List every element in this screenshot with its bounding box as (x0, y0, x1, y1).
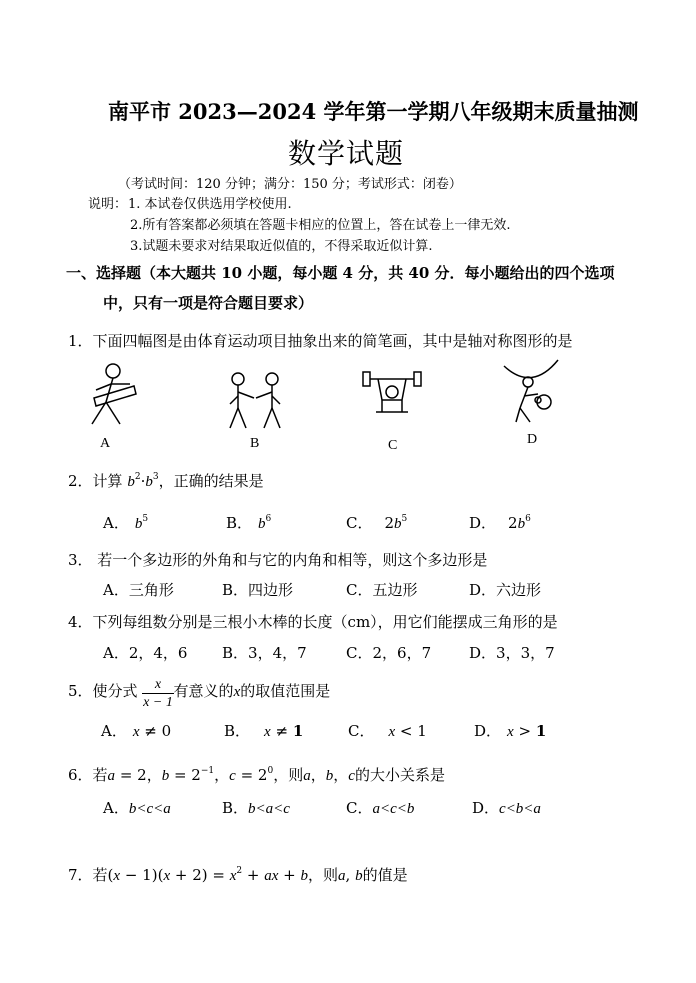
q2-option-d[interactable]: D． $2b^6$ (469, 514, 531, 532)
q5-option-c[interactable]: C． x < 1 (348, 722, 427, 740)
q2-expression: $b^2\cdot b^3$ (127, 472, 159, 490)
question-5 (68, 680, 330, 701)
q7-vars: a, b (338, 866, 363, 884)
q4-option-a[interactable]: A．2，4，6 (103, 644, 188, 662)
q6-option-a[interactable]: A．b<c<a (103, 799, 171, 817)
figure-label-b: B (250, 436, 260, 451)
notes-label: 说明： (88, 197, 128, 212)
q6-option-c[interactable]: C．a<c<b (346, 799, 415, 817)
note-item: 3.试题未要求对结果取近似值的，不得采取近似计算. (130, 239, 433, 254)
q7-prefix: 7．若 (68, 866, 108, 884)
q6-option-b[interactable]: B．b<a<c (222, 799, 290, 817)
question-4: 4．下列每组数分别是三根小木棒的长度（cm），用它们能摆成三角形的是 (68, 613, 558, 631)
question-6 (68, 764, 445, 785)
q4-option-d[interactable]: D．3，3，7 (469, 644, 555, 662)
q7-mid: ，则 (308, 866, 339, 884)
q5-suffix: 有意义的 (173, 682, 234, 700)
q5-option-d[interactable]: D． x > 1 (474, 722, 547, 740)
note-item: 1. 本试卷仅供选用学校使用. (128, 197, 292, 212)
figure-label-c: C (388, 438, 398, 453)
q6-values: a = 2，$b = 2^{-1}$，$c = 2^0$ (107, 766, 274, 784)
section-heading-cont: 中，只有一项是符合题目要求） (103, 294, 314, 312)
q5-option-b[interactable]: B． x ≠ 1 (224, 722, 304, 740)
q2-option-c[interactable]: C． $2b^5$ (346, 514, 408, 532)
q3-option-b[interactable]: B．四边形 (222, 581, 294, 599)
figure-c (360, 368, 424, 430)
q2-option-b[interactable]: B． $b^6$ (226, 514, 272, 532)
exam-info: （考试时间：120 分钟；满分：150 分；考试形式：闭卷） (118, 177, 462, 192)
q6-mid: ，则 (273, 766, 304, 784)
q6-vars: a，b，c (303, 766, 355, 784)
question-1: 1．下面四幅图是由体育运动项目抽象出来的简笔画，其中是轴对称图形的是 (68, 332, 573, 350)
q2-prefix: 2．计算 (68, 472, 123, 490)
figure-a-head (106, 364, 120, 378)
q5-variable: x (233, 684, 241, 700)
q6-prefix: 6．若 (68, 766, 108, 784)
figure-label-a: A (100, 436, 111, 451)
question-7 (68, 864, 408, 885)
q3-option-c[interactable]: C．五边形 (346, 581, 418, 599)
q4-option-b[interactable]: B．3，4，7 (222, 644, 307, 662)
figure-a (84, 362, 144, 432)
note-item: 2.所有答案都必须填在答题卡相应的位置上，答在试卷上一律无效. (130, 218, 511, 233)
q5-suffix2: 的取值范围是 (240, 682, 331, 700)
figure-label-d: D (527, 432, 538, 447)
q4-option-c[interactable]: C．2，6，7 (346, 644, 432, 662)
question-2 (68, 470, 264, 491)
q5-option-a[interactable]: A． x ≠ 0 (101, 722, 172, 740)
figure-b (222, 370, 286, 432)
q5-fraction: $\frac{x}{x - 1}$ (143, 677, 173, 710)
figure-d (498, 356, 574, 426)
q7-suffix: 的值是 (362, 866, 408, 884)
q7-equation: $(x - 1)(x + 2) = x^2$ + ax + b (107, 866, 309, 884)
q6-option-d[interactable]: D．c<b<a (472, 799, 541, 817)
q6-suffix: 的大小关系是 (354, 766, 445, 784)
q5-prefix: 5．使分式 (68, 682, 138, 700)
section-heading: 一、选择题（本大题共 10 小题，每小题 4 分，共 40 分．每小题给出的四个选项 (66, 264, 615, 282)
question-3: 3． 若一个多边形的外角和与它的内角和相等，则这个多边形是 (68, 551, 488, 569)
paper-subtitle: 数学试题 (288, 137, 405, 170)
q2-suffix: ，正确的结果是 (158, 472, 264, 490)
q2-option-a[interactable]: A． $b^5$ (103, 514, 149, 532)
q3-option-a[interactable]: A．三角形 (103, 581, 174, 599)
q3-option-d[interactable]: D．六边形 (469, 581, 542, 599)
exam-title: 南平市 2023—2024 学年第一学期八年级期末质量抽测 (108, 99, 639, 124)
